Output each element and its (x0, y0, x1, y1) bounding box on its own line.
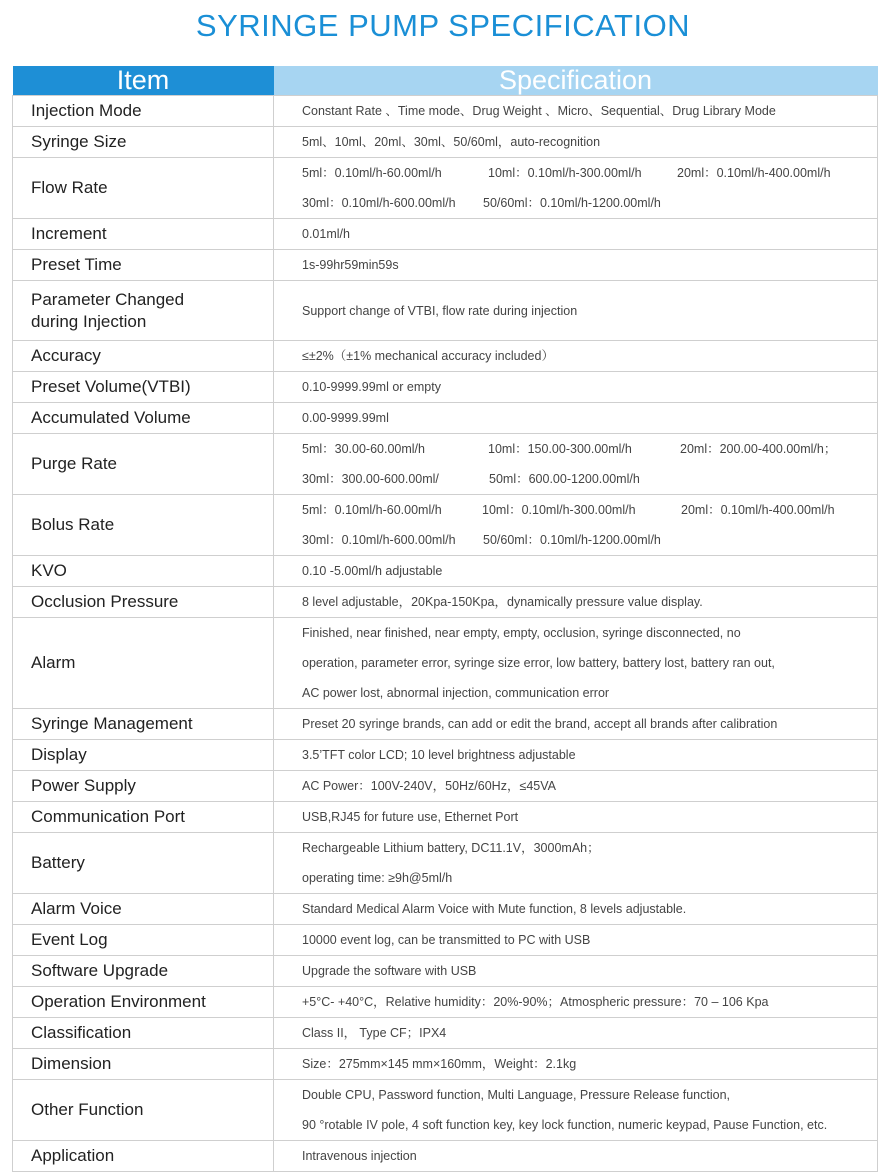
spec-value: 20ml：200.00-400.00ml/h； (680, 442, 837, 456)
spec-line (302, 127, 877, 157)
table-row (13, 709, 878, 740)
row-specification (274, 587, 878, 618)
table-row (13, 740, 878, 771)
row-item-label: Power Supply (13, 771, 274, 802)
spec-line (302, 188, 877, 218)
row-item-label: Alarm (13, 618, 274, 709)
spec-value: Class II， Type CF；IPX4 (302, 1026, 447, 1040)
row-item-label: Accuracy (13, 341, 274, 372)
spec-value: 10000 event log, can be transmitted to PC with USB (302, 933, 591, 947)
row-item-label: Accumulated Volume (13, 403, 274, 434)
row-item-label: Bolus Rate (13, 495, 274, 556)
spec-line (302, 587, 877, 617)
row-specification (274, 1080, 878, 1141)
spec-value: Intravenous injection (302, 1149, 417, 1163)
spec-value: operation, parameter error, syringe size error, low battery, battery lost, battery ran out, (302, 656, 775, 670)
table-body (13, 96, 878, 1172)
row-item-label: Flow Rate (13, 158, 274, 219)
row-item-label: Increment (13, 219, 274, 250)
table-row (13, 771, 878, 802)
table-row (13, 925, 878, 956)
row-specification (274, 925, 878, 956)
table-row (13, 96, 878, 127)
table-row (13, 956, 878, 987)
table-row (13, 1049, 878, 1080)
spec-value: 5ml：0.10ml/h-60.00ml/h (302, 166, 442, 180)
spec-value: +5°C- +40°C，Relative humidity：20%-90%；Atmospheric pressure：70 – 106 Kpa (302, 995, 769, 1009)
table-row (13, 987, 878, 1018)
table-row (13, 1080, 878, 1141)
row-specification (274, 250, 878, 281)
spec-line (302, 648, 877, 678)
spec-value: 0.00-9999.99ml (302, 411, 389, 425)
spec-line (302, 372, 877, 402)
spec-line (302, 96, 877, 126)
spec-value: Double CPU, Password function, Multi Language, Pressure Release function, (302, 1088, 731, 1102)
spec-line (302, 464, 877, 494)
row-item-label: Preset Volume(VTBI) (13, 372, 274, 403)
spec-line (302, 341, 877, 371)
table-row (13, 158, 878, 219)
table-row (13, 802, 878, 833)
spec-line (302, 1141, 877, 1171)
spec-value: 30ml：0.10ml/h-600.00ml/h (302, 533, 456, 547)
table-row (13, 219, 878, 250)
table-row (13, 894, 878, 925)
row-specification (274, 96, 878, 127)
spec-value: Preset 20 syringe brands, can add or edit the brand, accept all brands after calibration (302, 717, 778, 731)
spec-line (302, 987, 877, 1017)
specification-table (12, 66, 878, 1172)
spec-value: 0.10 -5.00ml/h adjustable (302, 564, 443, 578)
table-row (13, 127, 878, 158)
spec-line (302, 1080, 877, 1110)
spec-value: 50ml：600.00-1200.00ml/h (489, 472, 640, 486)
table-row (13, 403, 878, 434)
spec-value: 8 level adjustable，20Kpa-150Kpa，dynamically pressure value display. (302, 595, 703, 609)
spec-line (302, 740, 877, 770)
spec-value: USB,RJ45 for future use, Ethernet Port (302, 810, 519, 824)
spec-value: 20ml：0.10ml/h-400.00ml/h (677, 166, 831, 180)
row-item-label: Operation Environment (13, 987, 274, 1018)
table-row (13, 1018, 878, 1049)
spec-value: 5ml：30.00-60.00ml/h (302, 442, 425, 456)
row-item-label: Classification (13, 1018, 274, 1049)
row-item-label: Preset Time (13, 250, 274, 281)
spec-value: 0.10-9999.99ml or empty (302, 380, 441, 394)
header-specification: Specification (274, 66, 878, 96)
table-row (13, 495, 878, 556)
row-specification (274, 495, 878, 556)
spec-line (302, 925, 877, 955)
spec-value: Rechargeable Lithium battery, DC11.1V，3000mAh； (302, 841, 600, 855)
table-row (13, 587, 878, 618)
row-specification (274, 219, 878, 250)
spec-value: Standard Medical Alarm Voice with Mute function, 8 levels adjustable. (302, 902, 687, 916)
spec-value: 50/60ml：0.10ml/h-1200.00ml/h (483, 533, 661, 547)
row-specification (274, 434, 878, 495)
spec-line (302, 296, 877, 326)
spec-line (302, 219, 877, 249)
table-row (13, 250, 878, 281)
page-title: SYRINGE PUMP SPECIFICATION (195, 8, 691, 43)
row-item-label: Battery (13, 833, 274, 894)
row-item-label: Communication Port (13, 802, 274, 833)
row-item-label: Purge Rate (13, 434, 274, 495)
row-item-label: Injection Mode (13, 96, 274, 127)
table-row (13, 618, 878, 709)
row-specification (274, 1141, 878, 1172)
spec-line (302, 1018, 877, 1048)
spec-value: Constant Rate 、Time mode、Drug Weight 、Micro、Sequential、Drug Library Mode (302, 104, 776, 118)
row-specification (274, 403, 878, 434)
table-row (13, 281, 878, 341)
row-item-label: Other Function (13, 1080, 274, 1141)
spec-value: 90 °rotable IV pole, 4 soft function key, key lock function, numeric keypad, Pause Function, etc. (302, 1118, 828, 1132)
row-specification (274, 127, 878, 158)
spec-line (302, 556, 877, 586)
row-specification (274, 556, 878, 587)
row-specification (274, 709, 878, 740)
table-row (13, 833, 878, 894)
spec-value: Finished, near finished, near empty, empty, occlusion, syringe disconnected, no (302, 626, 741, 640)
table-row (13, 1141, 878, 1172)
row-specification (274, 894, 878, 925)
spec-value: 20ml：0.10ml/h-400.00ml/h (681, 503, 835, 517)
table-row (13, 556, 878, 587)
row-item-label: Dimension (13, 1049, 274, 1080)
spec-line (302, 434, 877, 464)
spec-line (302, 678, 877, 708)
table-header-row (13, 66, 878, 96)
spec-value: AC power lost, abnormal injection, communication error (302, 686, 610, 700)
row-specification (274, 956, 878, 987)
row-specification (274, 372, 878, 403)
spec-value: 3.5’TFT color LCD; 10 level brightness adjustable (302, 748, 576, 762)
row-item-label: Software Upgrade (13, 956, 274, 987)
row-specification (274, 987, 878, 1018)
row-specification (274, 618, 878, 709)
spec-line (302, 833, 877, 863)
row-specification (274, 833, 878, 894)
spec-value: Size：275mm×145 mm×160mm，Weight：2.1kg (302, 1057, 577, 1071)
row-item-label: Syringe Size (13, 127, 274, 158)
row-item-label: KVO (13, 556, 274, 587)
spec-value: AC Power：100V-240V，50Hz/60Hz，≤45VA (302, 779, 556, 793)
row-specification (274, 771, 878, 802)
spec-value: 5ml：0.10ml/h-60.00ml/h (302, 503, 442, 517)
spec-line (302, 403, 877, 433)
spec-value: Upgrade the software with USB (302, 964, 477, 978)
row-item-label: Syringe Management (13, 709, 274, 740)
spec-value: operating time: ≥9h@5ml/h (302, 871, 453, 885)
spec-line (302, 709, 877, 739)
row-item-label: Occlusion Pressure (13, 587, 274, 618)
spec-line (302, 1049, 877, 1079)
table-row (13, 372, 878, 403)
row-specification (274, 281, 878, 341)
spec-line (302, 250, 877, 280)
row-item-label: Display (13, 740, 274, 771)
row-item-label: Event Log (13, 925, 274, 956)
spec-line (302, 956, 877, 986)
row-item-label: Application (13, 1141, 274, 1172)
row-specification (274, 1049, 878, 1080)
spec-line (302, 1110, 877, 1140)
spec-line (302, 158, 877, 188)
spec-value: Support change of VTBI, flow rate during injection (302, 303, 578, 318)
spec-line (302, 863, 877, 893)
header-item: Item (13, 66, 274, 96)
spec-value: 30ml：300.00-600.00ml/ (302, 472, 439, 486)
table-row (13, 434, 878, 495)
row-specification (274, 158, 878, 219)
row-item-label: Alarm Voice (13, 894, 274, 925)
spec-value: 1s-99hr59min59s (302, 258, 399, 272)
row-specification (274, 341, 878, 372)
spec-line (302, 618, 877, 648)
spec-line (302, 525, 877, 555)
spec-value: 10ml：0.10ml/h-300.00ml/h (482, 503, 636, 517)
spec-value: 5ml、10ml、20ml、30ml、50/60ml，auto-recognition (302, 135, 601, 149)
row-specification (274, 1018, 878, 1049)
row-specification (274, 740, 878, 771)
row-specification (274, 802, 878, 833)
spec-value: 30ml：0.10ml/h-600.00ml/h (302, 196, 456, 210)
table-row (13, 341, 878, 372)
row-item-label: Parameter Changed during Injection (13, 281, 274, 341)
spec-line (302, 495, 877, 525)
spec-value: ≤±2%（±1% mechanical accuracy included） (302, 349, 554, 363)
spec-line (302, 802, 877, 832)
spec-value: 10ml：150.00-300.00ml/h (488, 442, 632, 456)
spec-line (302, 771, 877, 801)
spec-value: 10ml：0.10ml/h-300.00ml/h (488, 166, 642, 180)
spec-line (302, 894, 877, 924)
spec-value: 50/60ml：0.10ml/h-1200.00ml/h (483, 196, 661, 210)
spec-value: 0.01ml/h (302, 227, 350, 241)
